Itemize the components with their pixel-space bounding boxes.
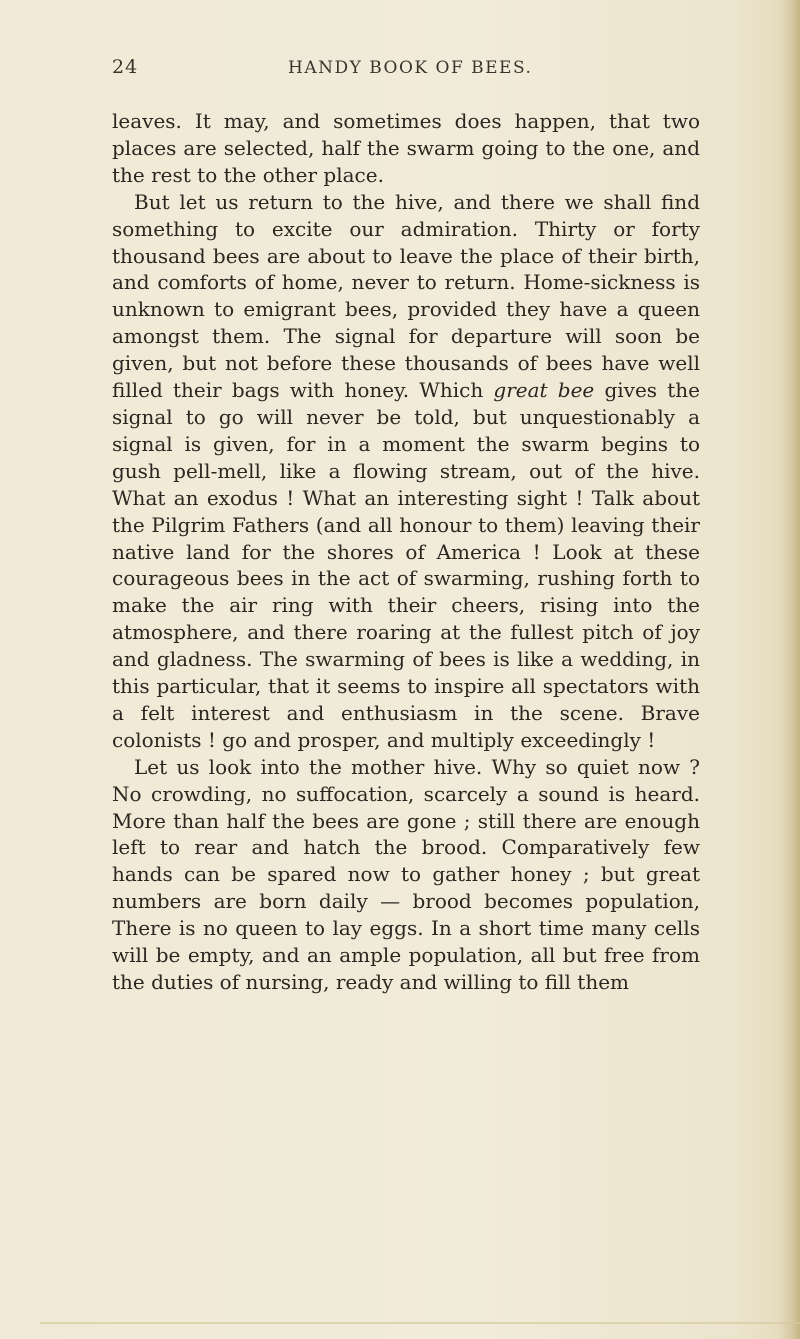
running-title: HANDY BOOK OF BEES. bbox=[288, 58, 533, 78]
page-edge bbox=[778, 0, 800, 1339]
page-header bbox=[0, 56, 800, 86]
page-number: 24 bbox=[112, 56, 139, 78]
body-text bbox=[112, 108, 700, 996]
paragraph-1: leaves. It may, and sometimes does happen, that two places are selected, half the swarm going to the one, and the rest to the other place. bbox=[112, 109, 700, 187]
paragraph-2 bbox=[112, 189, 700, 754]
paragraph-2-italic: great bee bbox=[493, 378, 595, 403]
paragraph-2-part-2: gives the signal to go will never be told, but unquestionably a signal is given, for in a moment the swarm begins to gush pell-mell, like a flowing stream, out of the hive. What an exodus ! What an interesting sight ! Talk about the Pilgrim Fathers (and all honour to them) leaving their native land for the shores of America ! Look at these courageous bees in the act of swarming, rushing forth to make the air ring with their cheers, rising into the atmosphere, and there roaring at the fullest pitch of joy and gladness. The swarming of bees is like a wedding, in this particular, that it seems to inspire all spectators with a felt interest and enthusiasm in the scene. Brave colonists ! go and prosper, and multiply exceedingly ! bbox=[112, 378, 700, 752]
page-bottom-rule bbox=[40, 1322, 800, 1324]
paragraph-2-part-1: But let us return to the hive, and there we shall find something to excite our admiration. Thirty or forty thousand bees are about to leave the place of their birth, and comforts of home, never to return. Home-sickness is unknown to emigrant bees, provided they have a queen amongst them. The signal for departure will soon be given, but not before these thousands of bees have well filled their bags with honey. Which bbox=[112, 189, 700, 403]
paragraph-3: Let us look into the mother hive. Why so quiet now ? No crowding, no suffocation, scarcely a sound is heard. More than half the bees are gone ; still there are enough left to rear and hatch the brood. Comparatively few hands can be spared now to gather honey ; but great numbers are born daily — brood becomes population, There is no queen to lay eggs. In a short time many cells will be empty, and an ample population, all but free from the duties of nursing, ready and willing to fill them bbox=[112, 754, 700, 994]
